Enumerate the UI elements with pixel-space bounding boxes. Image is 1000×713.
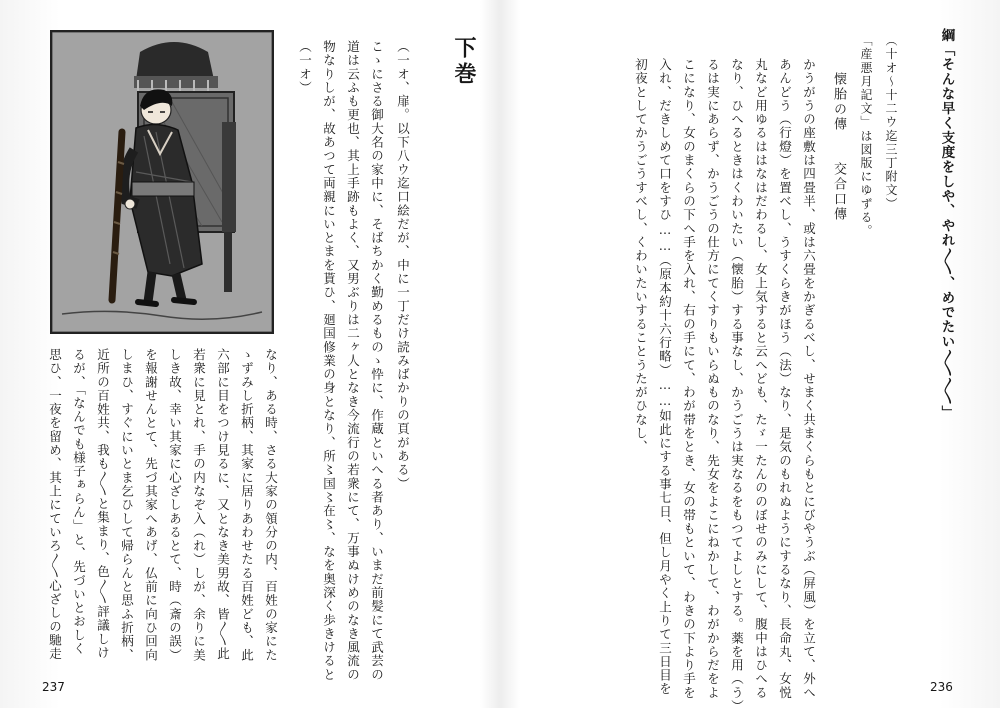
note-line: （一オ、扉。以下八ウ迄口絵だが、中に一丁だけ読みばかりの頁がある） (395, 40, 411, 491)
body-line: こになり、女のまくらの下へ手を入れ、右の手にて、わが帯をとき、女の帯もといて、わきの下より手を (681, 58, 697, 700)
body-line: 丸など用ゆるははなはだわるし、女上気すると云へども、たゞ一たんののぼせのみにして、腹中はひへる (753, 58, 769, 700)
body-line: しき故、幸い其家に心ざしあるとて、時（斎の誤） (167, 348, 183, 662)
section-heading: 懐胎の傳 交合口傳 (831, 72, 846, 222)
body-line: 近所の百姓共、我も〳〵と集まり、色〳〵評議しけ (95, 348, 111, 660)
body-line: なり、ある時、さる大家の領分の内、百姓の家にた (263, 348, 279, 662)
body-line: こゝにさる御大名の家中に、そばちかく勤めるものゝ忰に、作蔵といへる者あり、いまだ前髪にて武芸の (369, 40, 385, 682)
woodblock-illustration (50, 30, 274, 334)
body-line: あんどう（行燈）を置べし、うすくらきがほう（法）なり、是気のもれぬようにするなり、長命丸、女悦 (777, 58, 793, 700)
page-number-left: 237 (42, 680, 65, 694)
body-line: 初夜としてかうごうすべし、くわいたいすることうたがひなし、 (633, 58, 649, 454)
volume-title: 下巻 (451, 36, 477, 88)
body-line: 物なりしが、故あつて両親にいとまを貰ひ、廻国修業の身となり、所〻国〻在〻、なを奥深く歩きけると (321, 40, 337, 682)
body-line: なり、ひへるときはくわいたい（懐胎）する事なし、かうごうは実なるをもつてよしとする。薬を用（う） (729, 58, 745, 713)
body-line: 六部に目をつけ見るに、又となき美男故、皆〳〵此 (215, 348, 231, 661)
body-line: 道は云ふも更也、其上手跡もよく、又男ぶりは二ヶ人となき今流行の若衆にて、万事ぬけめのなき風流の (345, 40, 361, 682)
dialogue-line: 綱「そんな早く支度をしや、やれ〳〵、めでたい〳〵〳〵」 (938, 28, 955, 421)
note-line: （十オ〜十二ウ迄三丁附文） (884, 34, 898, 211)
body-line: 思ひ、一夜を留め、其上にていろ〳〵心ざしの馳走 (47, 348, 63, 661)
body-line: しまひ、すぐにいとま乞ひして帰らんと思ふ折柄、 (119, 348, 135, 662)
body-line: かうがうの座敷は四畳半、或は六畳をかぎるべし、せまく共まくらもとにびやうぶ（屏風）を立て、外へ (801, 58, 817, 700)
body-line: を報謝せんとて、先づ其家へあげ、仏前に向ひ回向 (143, 348, 159, 662)
body-line: ゝずみし折柄、其家に居りあわせたる百姓ども、此 (239, 348, 255, 662)
body-line: 若衆に見とれ、手の内なぞ入（れ）しが、余りに美 (191, 348, 207, 662)
folio-mark: （一オ） (297, 40, 313, 95)
page-number-right: 236 (930, 680, 953, 694)
pilgrim-illustration-image (52, 32, 272, 332)
body-line: るが、「なんでも様子ぁらん」と、先づいとおしく (71, 348, 87, 656)
note-line: 「産悪月記文」は図版にゆずる。 (859, 34, 873, 238)
body-line: 入れ、だきしめて口をすひ……（原本約十六行略）……如此にする事七日、但し月やく上りて三日目を (657, 58, 673, 696)
body-line: るは実にあらず、かうごうの仕方にてくすりもいらぬものなり、先女をよこにねかして、わがからだをよ (705, 58, 721, 700)
